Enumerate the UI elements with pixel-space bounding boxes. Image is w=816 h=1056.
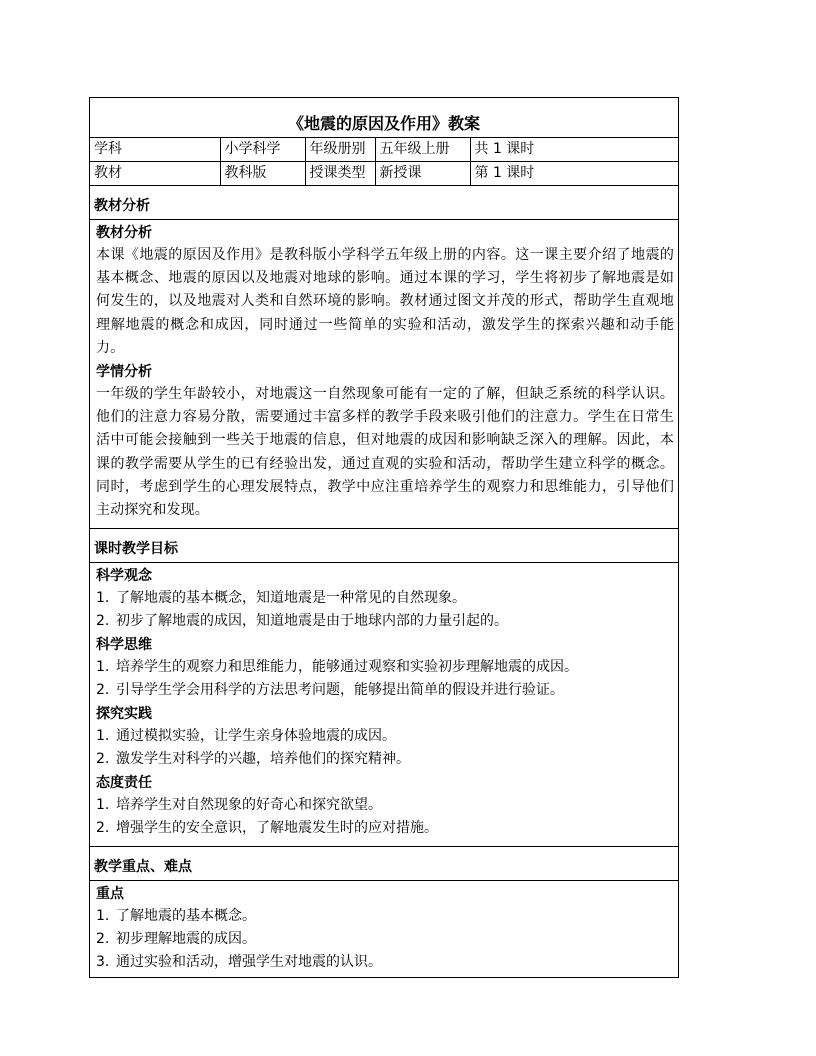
grade-label: 年级册别 [305, 138, 375, 162]
section-heading-row [90, 847, 678, 881]
lesson-plan-table [89, 97, 679, 978]
grade-value: 五年级上册 [375, 138, 470, 162]
goals-body [90, 563, 678, 847]
material-analysis-title: 教材分析 [96, 225, 152, 241]
list-item [96, 725, 674, 748]
lesson-table [90, 98, 678, 977]
key-points-body [90, 881, 678, 978]
goals-body-row [90, 563, 678, 847]
item-text: 初步理解地震的成因。 [116, 931, 256, 948]
item-number: 1. [96, 659, 110, 676]
subject-label: 学科 [90, 138, 220, 162]
list-item [96, 748, 674, 771]
list-item [96, 817, 674, 840]
item-text: 了解地震的基本概念，知道地震是一种常见的自然现象。 [116, 590, 466, 607]
list-item [96, 905, 674, 928]
goal-group-title: 探究实践 [96, 706, 152, 723]
student-analysis-title: 学情分析 [96, 364, 152, 381]
goal-group-title: 科学观念 [96, 568, 152, 585]
lesson-type-value: 新授课 [375, 162, 470, 186]
item-text: 通过实验和活动，增强学生对地震的认识。 [116, 954, 382, 971]
item-number: 2. [96, 613, 110, 630]
student-analysis-text: 一年级的学生年龄较小，对地震这一自然现象可能有一定的了解，但缺乏系统的科学认识。他们的注意力容易分散，需要通过丰富多样的教学手段来吸引他们的注意力。学生在日常生活中可能会接触到一些关于地震的信息，但对地震的成因和影响缺乏深入的理解。因此，本课的教学需要从学生的已有经验出发，通过直观的实验和活动，帮助学生建立科学的概念。同时，考虑到学生的心理发展特点，教学中应注重培养学生的观察力和思维能力，引导他们主动探究和发现。 [96, 386, 674, 519]
list-item [96, 794, 674, 817]
item-number: 1. [96, 590, 110, 607]
document-title: 《地震的原因及作用》教案 [90, 98, 678, 138]
title-row [90, 98, 678, 138]
info-row [90, 162, 678, 186]
lesson-number: 第 1 课时 [470, 162, 678, 186]
goal-group-title: 态度责任 [96, 775, 152, 792]
item-number: 3. [96, 954, 110, 971]
item-text: 通过模拟实验，让学生亲身体验地震的成因。 [116, 728, 396, 745]
total-hours: 共 1 课时 [470, 138, 678, 162]
item-number: 2. [96, 751, 110, 768]
item-text: 培养学生对自然现象的好奇心和探究欲望。 [116, 797, 382, 814]
goals-heading: 课时教学目标 [90, 529, 678, 563]
item-text: 初步了解地震的成因，知道地震是由于地球内部的力量引起的。 [116, 613, 508, 630]
section-heading-row [90, 186, 678, 220]
item-number: 2. [96, 931, 110, 948]
focus-title: 重点 [96, 886, 124, 903]
item-number: 1. [96, 797, 110, 814]
list-item [96, 951, 674, 974]
item-text: 培养学生的观察力和思维能力，能够通过观察和实验初步理解地震的成因。 [116, 659, 578, 676]
lesson-type-label: 授课类型 [305, 162, 375, 186]
item-text: 增强学生的安全意识，了解地震发生时的应对措施。 [116, 820, 438, 837]
analysis-body-row [90, 220, 678, 529]
item-text: 引导学生学会用科学的方法思考问题，能够提出简单的假设并进行验证。 [116, 682, 564, 699]
key-points-body-row [90, 881, 678, 978]
item-number: 2. [96, 820, 110, 837]
item-text: 了解地震的基本概念。 [116, 908, 256, 925]
list-item [96, 928, 674, 951]
section-heading-row [90, 529, 678, 563]
item-number: 1. [96, 728, 110, 745]
list-item [96, 679, 674, 702]
info-row [90, 138, 678, 162]
list-item [96, 656, 674, 679]
analysis-heading: 教材分析 [90, 186, 678, 220]
analysis-body [90, 220, 678, 529]
material-analysis-text: 本课《地震的原因及作用》是教科版小学科学五年级上册的内容。这一课主要介绍了地震的基本概念、地震的原因以及地震对地球的影响。通过本课的学习，学生将初步了解地震是如何发生的，以及地震对人类和自然环境的影响。教材通过图文并茂的形式，帮助学生直观地理解地震的概念和成因，同时通过一些简单的实验和活动，激发学生的探索兴趣和动手能力。 [96, 247, 674, 356]
item-number: 2. [96, 682, 110, 699]
item-text: 激发学生对科学的兴趣，培养他们的探究精神。 [116, 751, 410, 768]
textbook-value: 教科版 [220, 162, 305, 186]
goal-group-title: 科学思维 [96, 637, 152, 654]
list-item [96, 587, 674, 610]
textbook-label: 教材 [90, 162, 220, 186]
item-number: 1. [96, 908, 110, 925]
key-points-heading: 教学重点、难点 [90, 847, 678, 881]
list-item [96, 610, 674, 633]
subject-value: 小学科学 [220, 138, 305, 162]
